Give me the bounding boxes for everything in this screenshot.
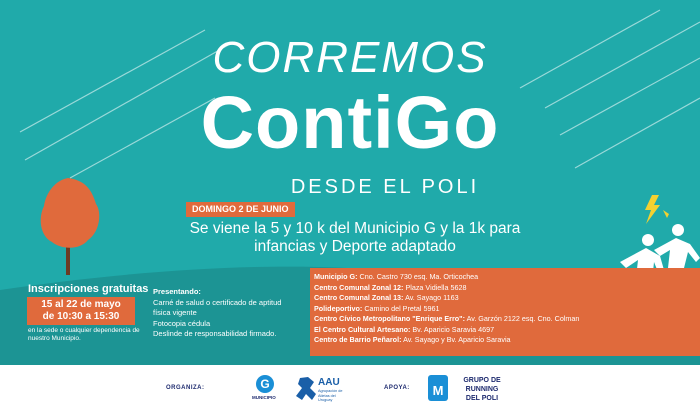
venue-item bbox=[314, 283, 700, 294]
venue-address: Av. Sayago 1163 bbox=[405, 293, 459, 302]
registration-hours: de 10:30 a 15:30 bbox=[42, 311, 120, 322]
venue-name: Centro Cívico Metropolitano "Enrique Erro": bbox=[314, 314, 465, 323]
sponsor-footer bbox=[0, 365, 700, 410]
venue-item bbox=[314, 304, 700, 315]
venue-name: Municipio G: bbox=[314, 272, 358, 281]
aau-logo-subtext: Agrupación de Atletas del Uruguay bbox=[318, 389, 343, 402]
requirement-item: física vigente bbox=[153, 308, 197, 317]
venue-address: Camino del Pretal 5961 bbox=[364, 303, 440, 313]
venue-address: Plaza Vidiella 5628 bbox=[405, 282, 467, 292]
requirements-title: Presentando: bbox=[153, 287, 201, 296]
venue-name: El Centro Cultural Artesano: bbox=[314, 324, 411, 334]
venue-address: Cno. Castro 730 esq. Ma. Orticochea bbox=[359, 272, 479, 281]
registration-dates bbox=[27, 297, 135, 325]
running-group-logo: M bbox=[428, 375, 448, 401]
requirements-list bbox=[153, 287, 281, 340]
headline-top: CORREMOS bbox=[212, 33, 488, 82]
running-group-name bbox=[452, 376, 512, 403]
venue-item bbox=[314, 325, 700, 336]
venue-name: Centro de Barrio Peñarol: bbox=[314, 335, 402, 344]
headline-sub: DESDE EL POLI bbox=[290, 176, 480, 198]
venue-item bbox=[314, 335, 700, 346]
running-group-line: GRUPO DE bbox=[463, 377, 501, 384]
venue-item bbox=[314, 293, 700, 304]
venue-name: Centro Comunal Zonal 13: bbox=[314, 293, 404, 302]
event-tagline: Se viene la 5 y 10 k del Municipio G y la 1k para infancias y Deporte adaptado bbox=[189, 220, 521, 255]
registration-title: Inscripciones gratuitas bbox=[28, 283, 149, 295]
requirement-item: Carné de salud o certificado de aptitud bbox=[153, 297, 282, 307]
headline-main: ContiGo bbox=[200, 81, 500, 164]
requirement-item: Deslinde de responsabilidad firmado. bbox=[153, 329, 277, 338]
venue-item bbox=[314, 272, 700, 283]
aau-logo-text: AAU bbox=[318, 377, 340, 388]
running-group-line: RUNNING bbox=[465, 386, 499, 393]
requirement-item: Fotocopia cédula bbox=[153, 318, 211, 328]
venue-address: Av. Garzón 2122 esq. Cno. Colman bbox=[466, 314, 580, 323]
venue-name: Polideportivo: bbox=[314, 303, 363, 313]
venue-address: Bv. Aparicio Saravia 4697 bbox=[412, 324, 495, 334]
running-group-line: DEL POLI bbox=[465, 395, 499, 402]
registration-date-range: 15 al 22 de mayo bbox=[41, 299, 121, 310]
venue-item bbox=[314, 314, 700, 325]
organiza-label: ORGANIZA: bbox=[166, 385, 205, 391]
registration-note: en la sede o cualquier dependencia de nuestro Municipio. bbox=[28, 327, 140, 342]
date-badge: DOMINGO 2 DE JUNIO bbox=[186, 202, 295, 217]
venue-address: Av. Sayago y Bv. Aparicio Saravia bbox=[403, 335, 511, 344]
municipio-caption: MUNICIPIO bbox=[252, 395, 276, 400]
apoya-label: APOYA: bbox=[384, 385, 410, 391]
venue-name: Centro Comunal Zonal 12: bbox=[314, 282, 404, 292]
municipio-g-logo: G bbox=[256, 375, 274, 393]
venues-box bbox=[310, 268, 700, 356]
